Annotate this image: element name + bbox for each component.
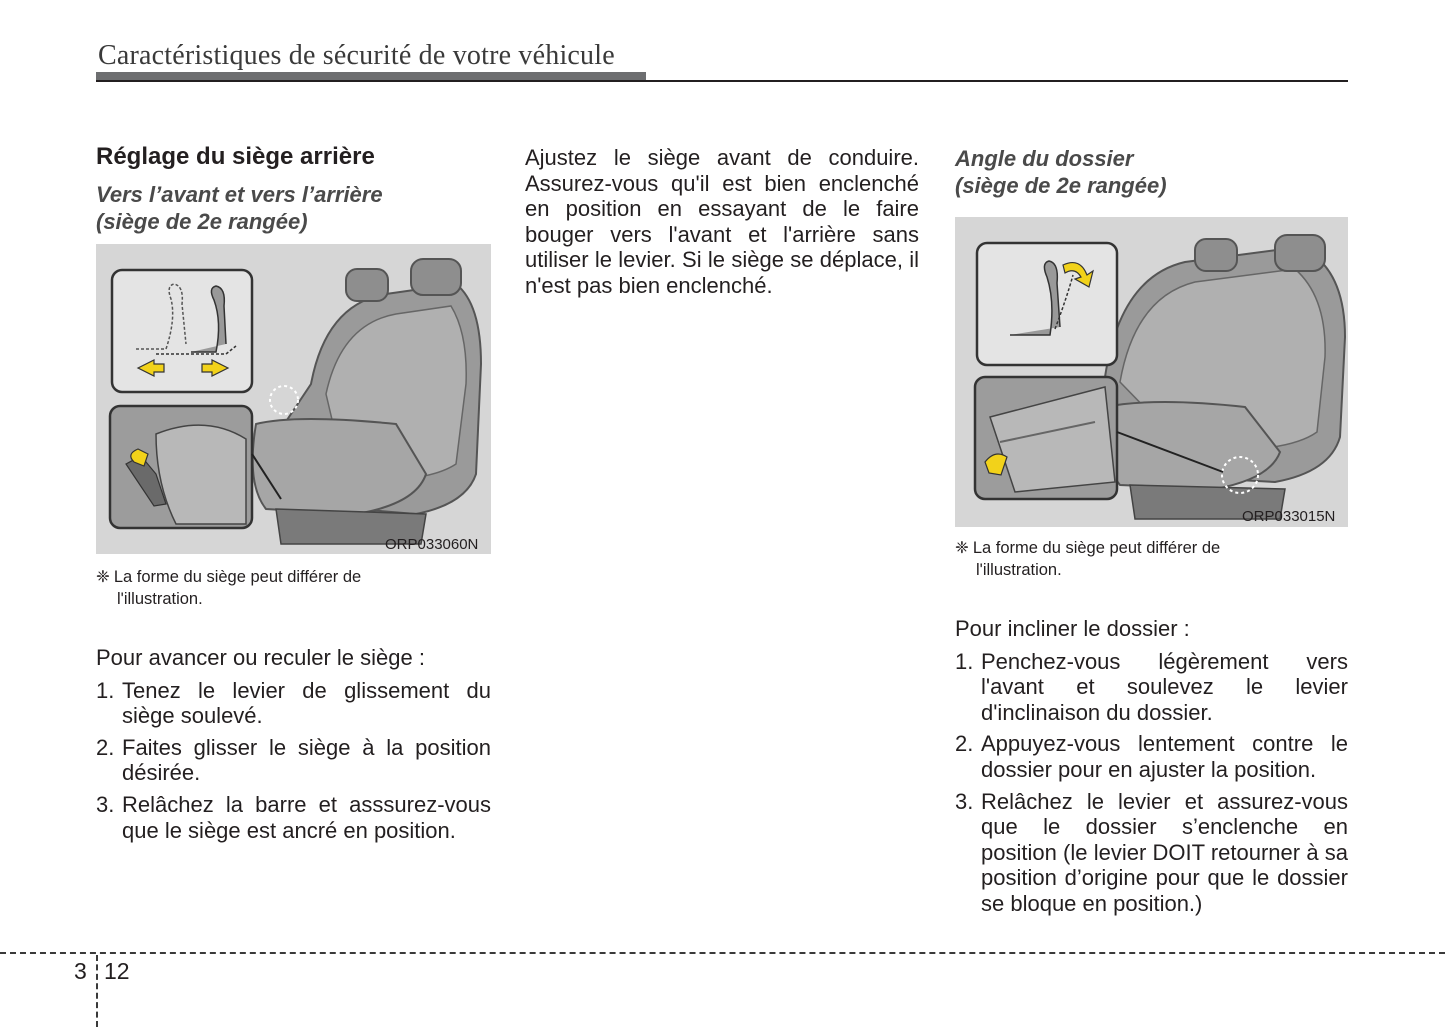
list-item: [955, 789, 1348, 917]
subsection-heading-line2: (siège de 2e rangée): [96, 209, 308, 234]
subsection-heading-line1: Angle du dossier: [955, 146, 1134, 171]
step-text: Tenez le levier de glissement du siège soulevé.: [122, 677, 491, 729]
note-text-line1: La forme du siège peut différer de: [113, 568, 362, 586]
section-heading: Réglage du siège arrière: [96, 143, 375, 170]
footer-rule: [0, 952, 1445, 954]
step-text: Relâchez le levier et assurez-vous que le dossier s’enclenche en position (le levier DOIT retourner à sa position d’origine pour que le dossier se bloque en position.): [981, 788, 1348, 916]
instructions-intro: Pour incliner le dossier :: [955, 616, 1190, 641]
left-instructions: [96, 645, 491, 849]
step-number: 2.: [955, 731, 974, 757]
seat-slide-drawing: [96, 244, 491, 554]
step-number: 1.: [955, 648, 974, 674]
note-text-line2: l'illustration.: [117, 590, 203, 608]
note-text-line2: l'illustration.: [976, 561, 1062, 579]
list-item: [96, 735, 491, 786]
seat-recline-illustration: [955, 217, 1348, 527]
list-item: [955, 731, 1348, 782]
list-item: [96, 792, 491, 843]
right-instructions: [955, 616, 1348, 923]
step-number: 3.: [955, 788, 974, 814]
step-text: Penchez-vous légèrement vers l'avant et soulevez le levier d'inclinaison du dossier.: [981, 648, 1348, 725]
step-number: 1.: [96, 677, 115, 703]
page-number: 12: [104, 958, 130, 984]
subsection-heading-line1: Vers l’avant et vers l’arrière: [96, 182, 383, 207]
rear-seat-image: [1104, 235, 1345, 519]
header-bar: [96, 72, 646, 80]
list-item: [955, 649, 1348, 726]
step-list: [955, 649, 1348, 917]
instructions-intro: Pour avancer ou reculer le siège :: [96, 645, 425, 670]
note-symbol: ❈: [96, 568, 110, 586]
recline-diagram-inset: [977, 243, 1117, 365]
step-number: 3.: [96, 791, 115, 817]
chapter-number: 3: [74, 958, 87, 984]
page-header-title: Caractéristiques de sécurité de votre véhicule: [98, 40, 615, 71]
seat-slide-diagram-inset: [112, 270, 252, 392]
step-text: Relâchez la barre et asssurez-vous que le siège est ancré en position.: [122, 791, 491, 843]
rear-seat-image: [253, 259, 486, 544]
middle-paragraph: Ajustez le siège avant de conduire. Assurez-vous qu'il est bien enclenché en position en essayant de le faire bouger vers l'avant et l'arrière sans utiliser le levier. Si le siège se déplace, il n'est pas bien enclenché.: [525, 145, 919, 298]
footer-divider: [96, 955, 98, 1027]
figure-code: ORP033015N: [1242, 508, 1336, 525]
note-text-line1: La forme du siège peut différer de: [972, 539, 1221, 557]
step-list: [96, 678, 491, 844]
left-column: [96, 143, 491, 235]
subsection-heading-line2: (siège de 2e rangée): [955, 173, 1167, 198]
figure-code: ORP033060N: [385, 536, 479, 553]
illustration-note: [955, 537, 1348, 581]
note-symbol: ❈: [955, 539, 969, 557]
seat-recline-drawing: [955, 217, 1348, 527]
seat-slide-illustration: [96, 244, 491, 554]
step-number: 2.: [96, 734, 115, 760]
header-rule: [96, 80, 1348, 82]
list-item: [96, 678, 491, 729]
step-text: Faites glisser le siège à la position désirée.: [122, 734, 491, 786]
step-text: Appuyez-vous lentement contre le dossier pour en ajuster la position.: [981, 731, 1348, 782]
illustration-note: [96, 566, 491, 610]
right-column-heading: [955, 145, 1348, 199]
